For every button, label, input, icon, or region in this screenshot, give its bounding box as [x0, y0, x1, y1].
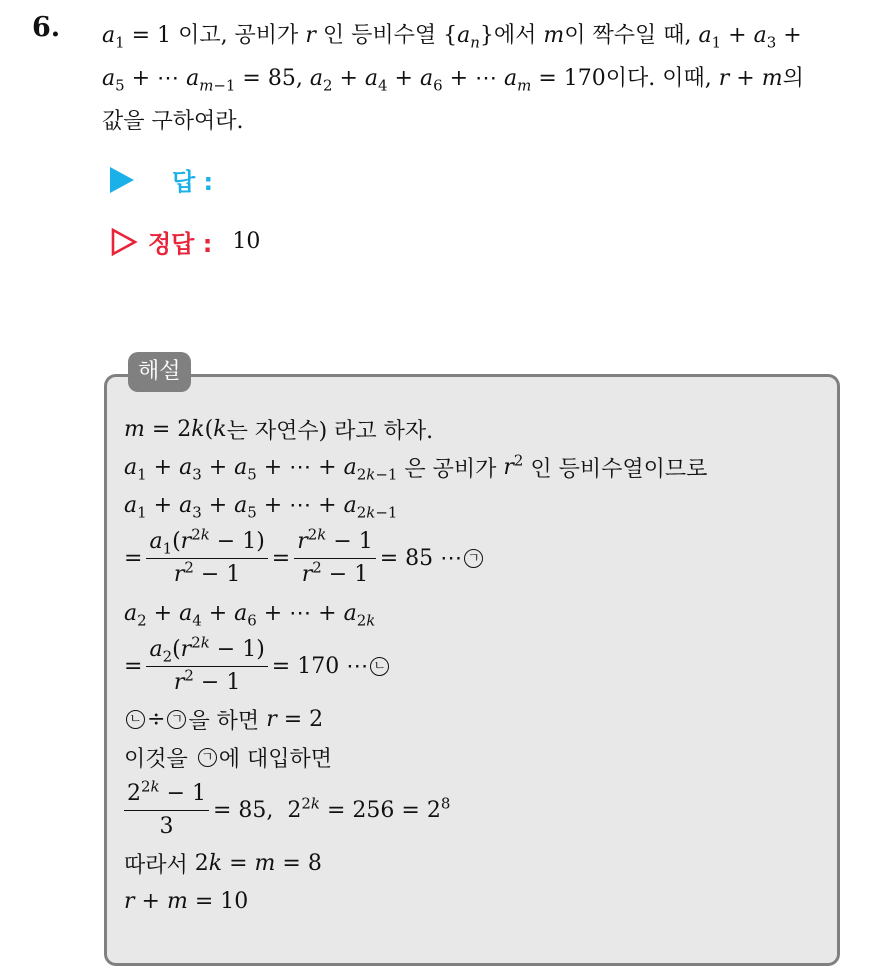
- solution-line-10: 따라서 2k = m = 8: [124, 850, 322, 878]
- question-line-3: 값을 구하여라.: [102, 109, 244, 134]
- question-number: 6.: [32, 12, 61, 43]
- circled-nieun-icon: ㄴ: [126, 710, 145, 729]
- question-line-1: $a_1 = 1$ 이고, 공비가 r 인 등비수열 $\{a_n\}$에서 m이 짝수일 때, $a_1 + a_3$ +: [102, 23, 802, 52]
- outline-triangle-icon: [110, 227, 138, 257]
- question-text: [102, 14, 864, 143]
- question-line-2: $a_5$ + ⋯ $a_{m-1} = 85$, $a_2 + a_4 + a_6$ + ⋯ $a_m = 170$이다. 이때, r + m의: [102, 66, 804, 95]
- answer-label: 답 :: [172, 168, 214, 196]
- solution-body: [124, 408, 824, 920]
- solution-line-6: = $\frac{a_2(r^{2k} - 1)}{r^2 - 1}$ = 170 ⋯ ㄴ: [124, 632, 824, 700]
- solution-line-5: $a_2 + a_4 + a_6$ + ⋯ + $a_{2k}$: [124, 600, 376, 629]
- solution-line-4: = $\frac{a_1(r^{2k} - 1)}{r^2 - 1}$ = $\frac{r^{2k} - 1}{r^2 - 1}$ = 85 ⋯ ㄱ: [124, 524, 824, 592]
- circled-nieun-icon: ㄴ: [370, 657, 389, 676]
- play-triangle-icon: [110, 167, 134, 193]
- answer-row: [110, 162, 213, 197]
- solution-line-8: 이것을 ㄱ 에 대입하면: [124, 746, 333, 772]
- solution-line-1: m = 2k(k 는 자연수) 라고 하자.: [124, 416, 434, 444]
- solution-line-9: $\frac{2^{2k} - 1}{3}$ = 85, $2^{2k} = 256 = 2^8$: [124, 776, 824, 844]
- circled-giyeok-icon: ㄱ: [198, 748, 217, 767]
- correct-answer-label: 정답 :: [148, 230, 213, 258]
- correct-answer-row: [110, 224, 260, 259]
- solution-line-7: ㄴ ÷ ㄱ 을 하면 r = 2: [124, 700, 824, 738]
- correct-answer-value: 10: [232, 229, 261, 254]
- circled-giyeok-icon: ㄱ: [464, 549, 483, 568]
- solution-line-3: $a_1 + a_3 + a_5$ + ⋯ + $a_{2k-1}$: [124, 492, 398, 521]
- circled-giyeok-icon: ㄱ: [167, 710, 186, 729]
- solution-line-11: r + m = 10: [124, 888, 249, 914]
- solution-tab: 해설: [128, 352, 191, 392]
- solution-line-2: $a_1 + a_3 + a_5$ + ⋯ + $a_{2k-1}$ 은 공비가 $r^2$ 인 등비수열이므로: [124, 451, 708, 483]
